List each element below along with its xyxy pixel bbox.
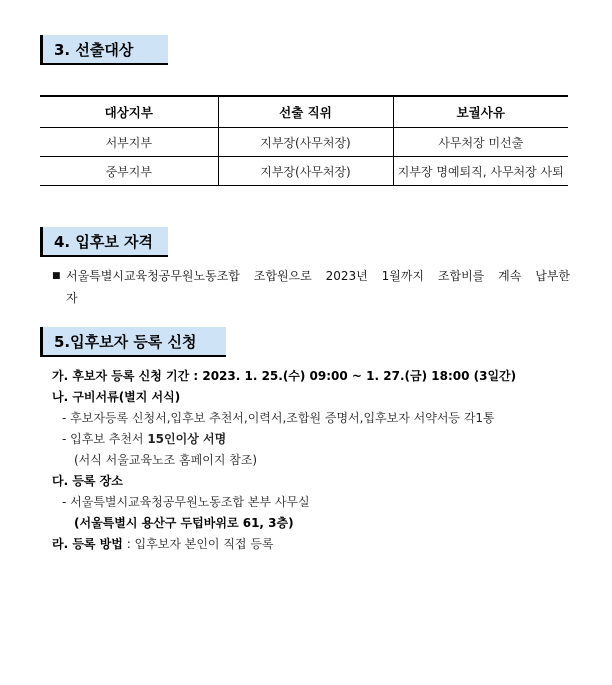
- section-4-heading: 4. 입후보 자격: [40, 227, 168, 257]
- cell-reason: 지부장 명예퇴직, 사무처장 사퇴: [393, 157, 568, 186]
- recommendation-item: [52, 429, 572, 450]
- registration-method-text: : 입후보자 본인이 직접 등록: [122, 537, 274, 551]
- cell-position: 지부장(사무처장): [218, 157, 393, 186]
- square-bullet-icon: ■: [52, 271, 61, 281]
- eligibility-bullet: [52, 265, 570, 309]
- cell-reason: 사무처장 미선출: [393, 128, 568, 157]
- registration-office: - 서울특별시교육청공무원노동조합 본부 사무실: [62, 495, 310, 509]
- section-5-heading: 5.입후보자 등록 신청: [40, 327, 226, 357]
- section-3-heading: 3. 선출대상: [40, 35, 168, 65]
- recommendation-prefix: - 입후보 추천서: [62, 432, 148, 446]
- eligibility-text-line2: 자: [66, 291, 78, 305]
- table-header-row: [40, 96, 568, 128]
- form-reference-note: (서식 서울교육노조 홈페이지 참조): [74, 453, 258, 467]
- eligibility-text-line1: 서울특별시교육청공무원노동조합 조합원으로 2023년 1월까지 조합비를 계속 납부한: [66, 269, 570, 283]
- cell-branch: 서부지부: [40, 128, 218, 157]
- registration-details: [52, 366, 572, 555]
- recommendation-signatures: 15인이상 서명: [147, 432, 227, 446]
- registration-address: (서울특별시 용산구 두텁바위로 61, 3층): [74, 516, 294, 530]
- registration-method: [52, 534, 572, 555]
- registration-place-heading: 다. 등록 장소: [52, 474, 123, 488]
- header-reason: 보궐사유: [393, 96, 568, 128]
- cell-branch: 중부지부: [40, 157, 218, 186]
- registration-period: 가. 후보자 등록 신청 기간 : 2023. 1. 25.(수) 09:00 ~ 1. 27.(금) 18:00 (3일간): [52, 369, 517, 383]
- election-target-table: [40, 95, 568, 186]
- table-row: [40, 157, 568, 186]
- header-position: 선출 직위: [218, 96, 393, 128]
- required-documents-heading: 나. 구비서류(별지 서식): [52, 390, 181, 404]
- header-branch: 대상지부: [40, 96, 218, 128]
- registration-method-label: 라. 등록 방법: [52, 537, 123, 551]
- required-documents-item: - 후보자등록 신청서,입후보 추천서,이력서,조합원 증명서,입후보자 서약서등 각1통: [62, 411, 495, 425]
- table-row: [40, 128, 568, 157]
- cell-position: 지부장(사무처장): [218, 128, 393, 157]
